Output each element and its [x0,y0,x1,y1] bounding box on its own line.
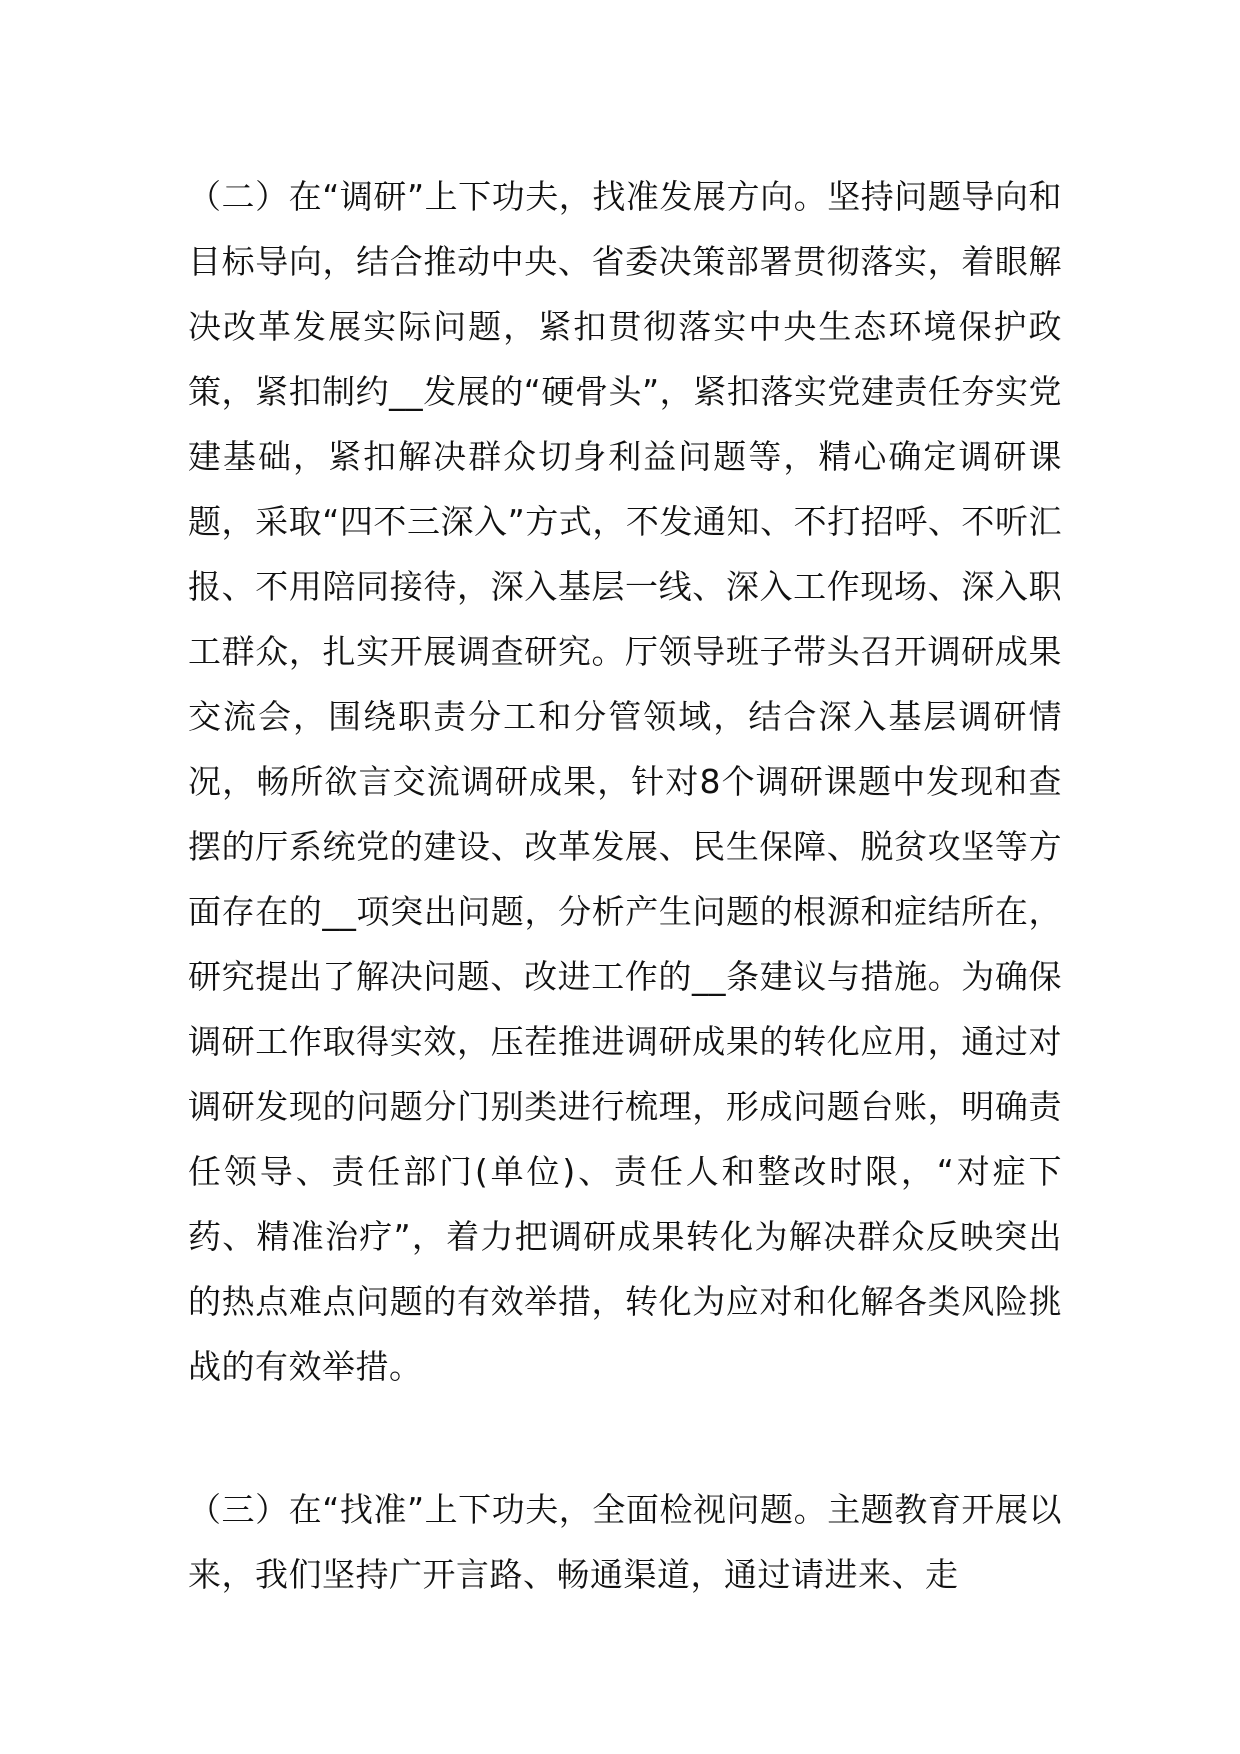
paragraph-problem-review-section: （三）在“找准”上下功夫，全面检视问题。主题教育开展以来，我们坚持广开言路、畅通渠道，通过请进来、走 [188,1490,1062,1594]
paragraph-research-section: （二）在“调研”上下功夫，找准发展方向。坚持问题导向和目标导向，结合推动中央、省委决策部署贯彻落实，着眼解决改革发展实际问题，紧扣贯彻落实中央生态环境保护政策，紧扣制约__发展的“硬骨头”，紧扣落实党建责任夯实党建基础，紧扣解决群众切身利益问题等，精心确定调研课题，采取“四不三深入”方式，不发通知、不打招呼、不听汇报、不用陪同接待，深入基层一线、深入工作现场、深入职工群众，扎实开展调查研究。厅领导班子带头召开调研成果交流会，围绕职责分工和分管领域，结合深入基层调研情况，畅所欲言交流调研成果，针对8个调研课题中发现和查摆的厅系统党的建设、改革发展、民生保障、脱贫攻坚等方面存在的__项突出问题，分析产生问题的根源和症结所在，研究提出了解决问题、改进工作的__条建议与措施。为确保调研工作取得实效，压茬推进调研成果的转化应用，通过对调研发现的问题分门别类进行梳理，形成问题台账，明确责任领导、责任部门(单位)、责任人和整改时限，“对症下药、精准治疗”，着力把调研成果转化为解决群众反映突出的热点难点问题的有效举措，转化为应对和化解各类风险挑战的有效举措。 [188,177,1062,1386]
